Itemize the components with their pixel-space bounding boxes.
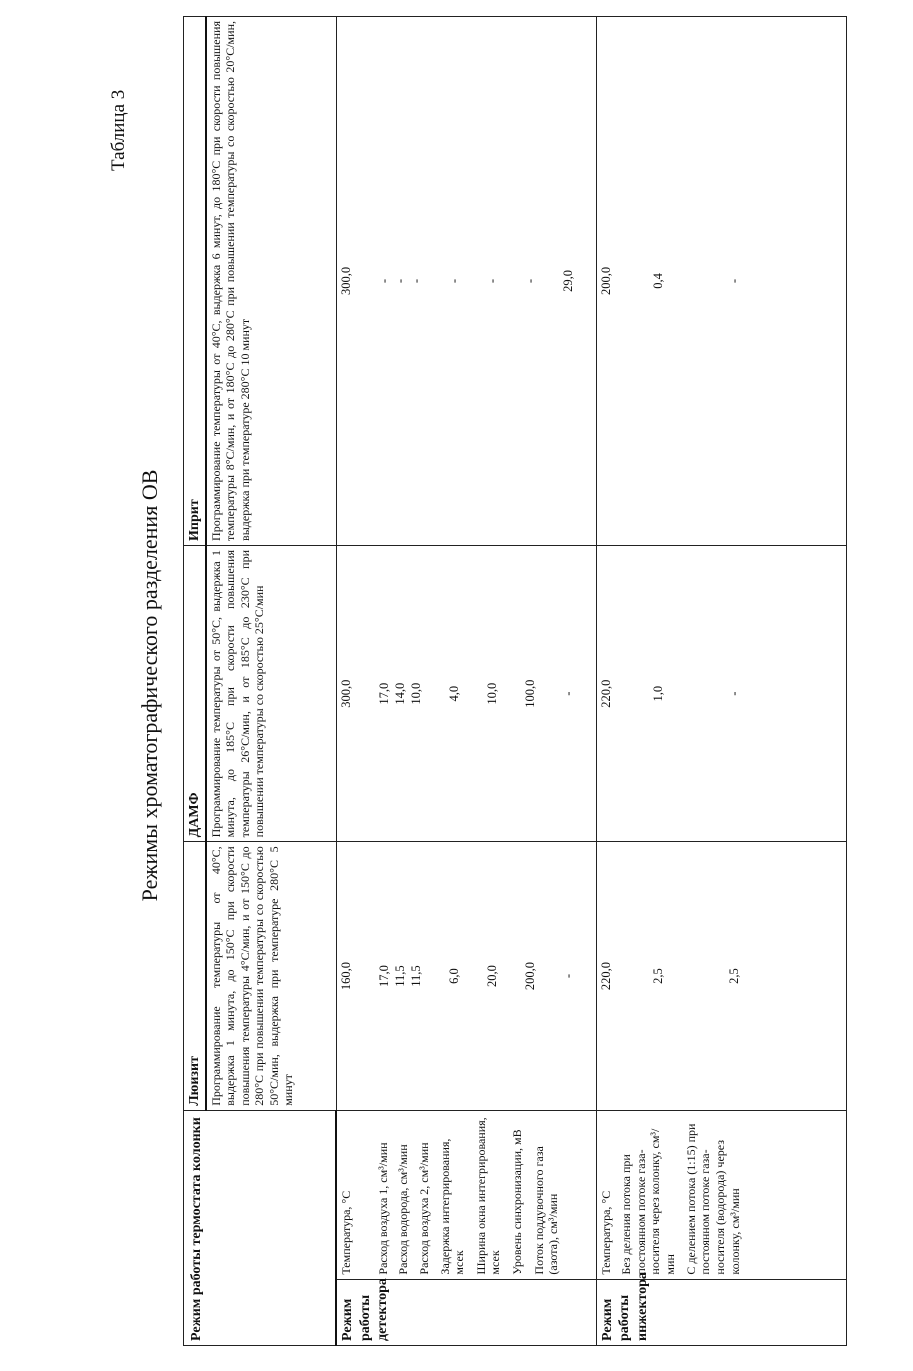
header-row (184, 17, 207, 1346)
value-cell: - (446, 278, 461, 284)
value-cell: 6,0 (446, 968, 461, 984)
value-cell: 2,5 (726, 968, 741, 984)
detector-param: Расход водорода, см³/мин (396, 1144, 411, 1275)
value-cell: - (484, 278, 499, 284)
detector-param: Расход воздуха 2, см³/мин (416, 1142, 431, 1275)
value-cell: 17,0 (376, 965, 391, 987)
value-cell: 0,4 (650, 273, 665, 289)
injector-label: Режим работы инжектора (596, 1279, 846, 1345)
value-cell: - (726, 691, 741, 696)
injector-params (596, 1110, 846, 1279)
detector-param: Расход воздуха 1, см³/мин (375, 1142, 390, 1275)
detector-iprit-values (336, 17, 596, 546)
value-cell: 100,0 (522, 679, 537, 708)
value-cell: - (376, 278, 391, 284)
detector-row (336, 17, 596, 1346)
value-cell: 2,5 (650, 968, 665, 984)
page-title: Режимы хроматографического разделения ОВ (137, 469, 162, 902)
header-damf: ДАМФ (184, 545, 207, 841)
detector-label: Режим работы детектора (336, 1279, 596, 1345)
detector-damf-values (336, 545, 596, 841)
header-lewisite: Люизит (184, 842, 207, 1110)
injector-param: Температура, °С (598, 1190, 613, 1275)
detector-param: Задержка интегрирования, мсек (437, 1138, 467, 1275)
value-cell: 11,5 (408, 965, 423, 987)
value-cell: 160,0 (338, 962, 353, 991)
damf-program: Программирование температуры от 50°С, выдержка 1 минута, до 185°С при скорости повышения температуры 26°С/мин, и от 185°С до 230°С при повышении температуры со скоростью 25°С/мин (206, 545, 336, 841)
detector-params (336, 1110, 596, 1279)
detector-lewisite-values (336, 842, 596, 1110)
value-cell: - (522, 278, 537, 284)
injector-param: Без деления потока при постоянном потоке газа-носителя через колонку, см³/мин (619, 1128, 678, 1275)
value-cell: 220,0 (598, 962, 613, 991)
value-cell: 200,0 (598, 266, 613, 296)
injector-damf-values (596, 545, 846, 841)
injector-row (596, 17, 846, 1346)
detector-param: Температура, °С (339, 1190, 354, 1275)
value-cell: - (392, 278, 407, 284)
value-cell: 4,0 (446, 685, 461, 702)
value-cell: - (726, 278, 741, 284)
value-cell: 300,0 (338, 266, 353, 296)
header-iprit: Иприт (184, 17, 207, 546)
injector-lewisite-values (596, 842, 846, 1110)
lewisite-program: Программирование температуры от 40°С, выдержка 1 минута, до 150°С при скорости повышения температуры 4°С/мин, и от 150°С до 280°С при повышении температуры со скоростью 50°С/мин, выдержка при температуре 280°С 5 минут (206, 842, 336, 1110)
value-cell: 1,0 (650, 685, 665, 702)
value-cell: 17,0 (376, 682, 391, 705)
value-cell: 14,0 (392, 682, 407, 705)
value-cell: 10,0 (408, 682, 423, 705)
detector-param: Поток поддувочного газа (азота), см³/мин (531, 1146, 561, 1275)
injector-param: С делением потока (1:15) при постоянном потоке газа-носителя (водорода) через колонку, см³/мин (683, 1123, 742, 1275)
value-cell: - (560, 691, 575, 696)
value-cell: 11,5 (392, 965, 407, 987)
iprit-program: Программирование температуры от 40°С, выдержка 6 минут, до 180°С при скорости повышения температуры 8°С/мин, и от 180°С до 280°С при повышении температуры со скоростью 20°С/мин, выдержка при температуре 280°С 10 минут (206, 17, 336, 546)
table-caption: Таблица 3 (108, 89, 129, 171)
injector-iprit-values (596, 17, 846, 546)
detector-param: Ширина окна интегрирования, мсек (473, 1117, 503, 1275)
value-cell: 20,0 (484, 965, 499, 987)
chromatography-table (183, 16, 847, 1346)
value-cell: - (560, 973, 575, 979)
column-thermostat-label: Режим работы термостата колонки (184, 1110, 337, 1345)
value-cell: 10,0 (484, 682, 499, 705)
value-cell: 29,0 (560, 270, 575, 292)
value-cell: - (408, 278, 423, 284)
value-cell: 220,0 (598, 679, 613, 708)
value-cell: 300,0 (338, 679, 353, 708)
value-cell: 200,0 (522, 962, 537, 991)
detector-param: Уровень синхронизации, мВ (510, 1129, 525, 1275)
